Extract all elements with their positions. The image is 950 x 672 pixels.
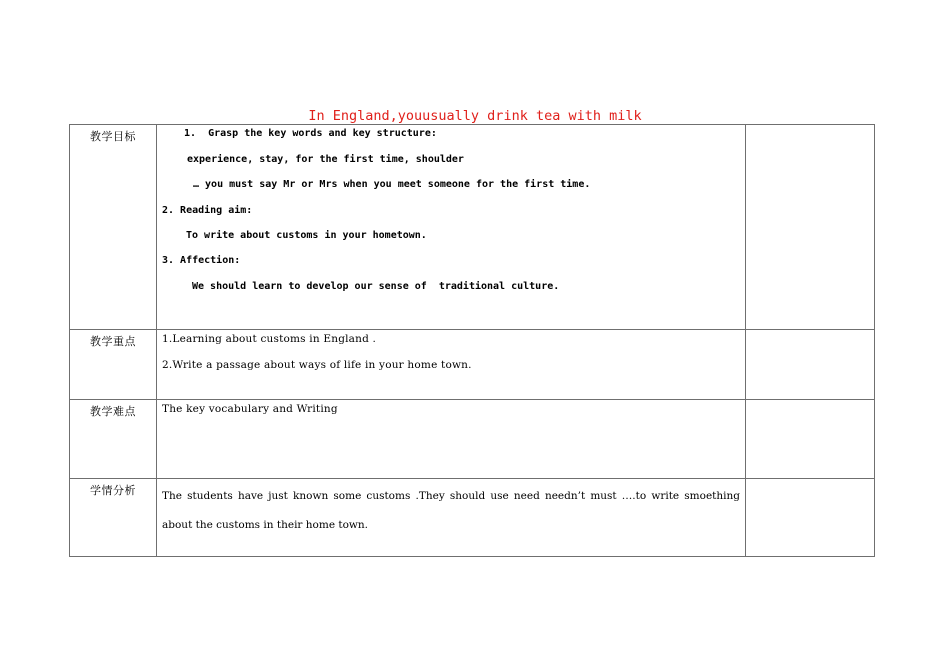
table-row-key-points [70,330,875,400]
key-point-2: 2.Write a passage about ways of life in your home town. [162,359,472,371]
key-point-1: 1.Learning about customs in England . [162,333,377,345]
learner-analysis-content-cell [157,479,746,557]
document-title: In England,youusually drink tea with milk [308,108,642,124]
row-label-learner-analysis: 学情分析 [70,479,157,557]
objective-2-heading: 2. Reading aim: [162,205,253,216]
objective-3-text: We should learn to develop our sense of traditional culture. [192,281,560,292]
row-label-teaching-objectives: 教学目标 [70,125,157,330]
objectives-content-cell [157,125,746,330]
notes-cell-4 [746,479,875,557]
notes-cell-2 [746,330,875,400]
learner-analysis-text: The students have just known some customs .They should use need needn’t must ….to write smoething about the customs in their home town. [162,490,740,531]
objective-1-heading: 1. Grasp the key words and key structure: [184,128,437,139]
table-row-teaching-objectives [70,125,875,330]
objective-1-structure: … you must say Mr or Mrs when you meet someone for the first time. [193,179,591,190]
key-points-content-cell [157,330,746,400]
objective-2-text: To write about customs in your hometown. [186,230,427,241]
difficulty-text: The key vocabulary and Writing [162,403,338,415]
row-label-difficulties: 教学难点 [70,400,157,479]
table-row-learner-analysis [70,479,875,557]
lesson-plan-table [69,124,875,557]
table-row-difficulties [70,400,875,479]
objective-3-heading: 3. Affection: [162,255,241,266]
row-label-key-points: 教学重点 [70,330,157,400]
objective-1-words: experience, stay, for the first time, shoulder [187,154,464,165]
notes-cell-1 [746,125,875,330]
notes-cell-3 [746,400,875,479]
difficulties-content-cell [157,400,746,479]
